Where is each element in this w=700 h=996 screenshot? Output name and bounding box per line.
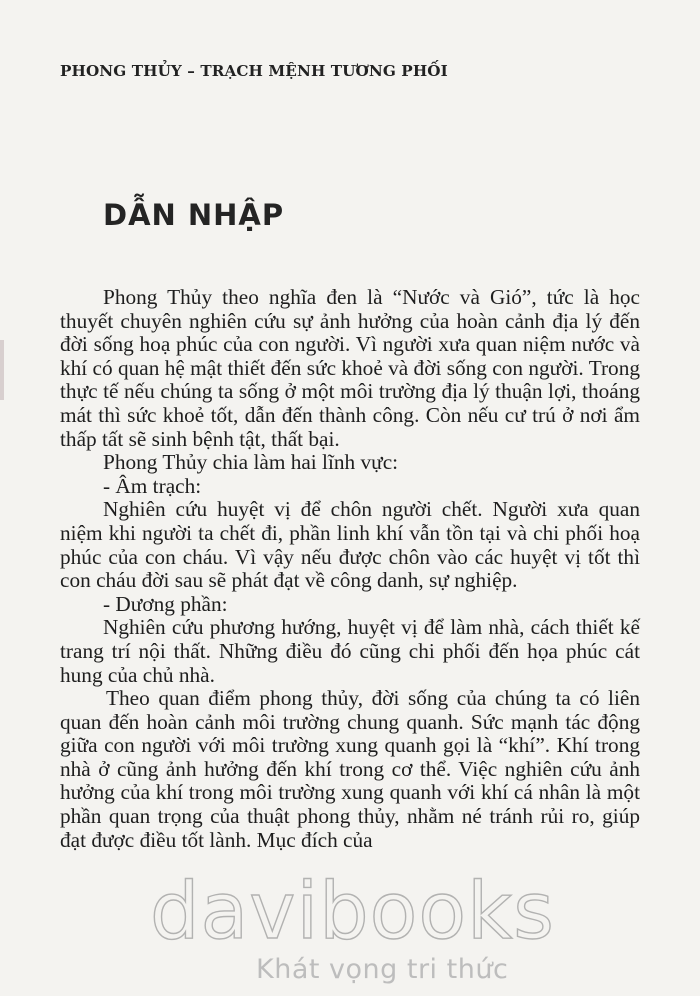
list-item-duong-phan: - Dương phần: xyxy=(103,591,228,616)
paragraph-am-trach: Nghiên cứu huyệt vị để chôn người chết. Người xưa quan niệm khi người ta chết đi, phần linh khí vẫn tồn tại và chi phối hoạ phúc của con cháu. Vì vậy nếu được chôn vào các huyệt vị tốt thì con cháu đời sau sẽ phát đạt về công danh, sự nghiệp. xyxy=(60,497,640,593)
watermark-slogan: Khát vọng tri thức xyxy=(256,954,509,985)
paragraph-intro: Phong Thủy theo nghĩa đen là “Nước và Gió”, tức là học thuyết chuyên nghiên cứu sự ảnh hưởng của hoàn cảnh địa lý đến đời sống hoạ phúc của con người. Vì người xưa quan niệm nước và khí có quan hệ mật thiết đến sức khoẻ và đời sống con người. Trong thực tế nếu chúng ta sống ở một môi trường địa lý thuận lợi, thoáng mát thì sức khoẻ tốt, dẫn đến thành công. Còn nếu cư trú ở nơi ẩm thấp tất sẽ sinh bệnh tật, thất bại. xyxy=(60,285,640,451)
chapter-title: DẪN NHẬP xyxy=(103,198,285,232)
body-text xyxy=(60,286,640,852)
paragraph-khi: Theo quan điểm phong thủy, đời sống của chúng ta có liên quan đến hoàn cảnh môi trường chung quanh. Sức mạnh tác động giữa con người với môi trường xung quanh gọi là “khí”. Khí trong nhà ở cũng ảnh hưởng đến khí trong cơ thể. Việc nghiên cứu ảnh hưởng của khí trong môi trường xung quanh với khí cá nhân là một phần quan trọng của thuật phong thủy, nhằm né tránh rủi ro, giúp đạt được điều tốt lành. Mục đích của xyxy=(60,686,640,852)
watermark-brand: davibooks xyxy=(150,867,555,957)
paragraph-duong-phan: Nghiên cứu phương hướng, huyệt vị để làm nhà, cách thiết kế trang trí nội thất. Những điều đó cũng chi phối đến họa phúc cát hung của chủ nhà. xyxy=(60,615,640,687)
running-head: PHONG THỦY – TRẠCH MỆNH TƯƠNG PHỐI xyxy=(60,62,448,80)
paragraph-domains: Phong Thủy chia làm hai lĩnh vực: xyxy=(103,450,399,475)
page-edge-mark xyxy=(0,340,4,400)
list-item-am-trach: - Âm trạch: xyxy=(103,473,202,498)
